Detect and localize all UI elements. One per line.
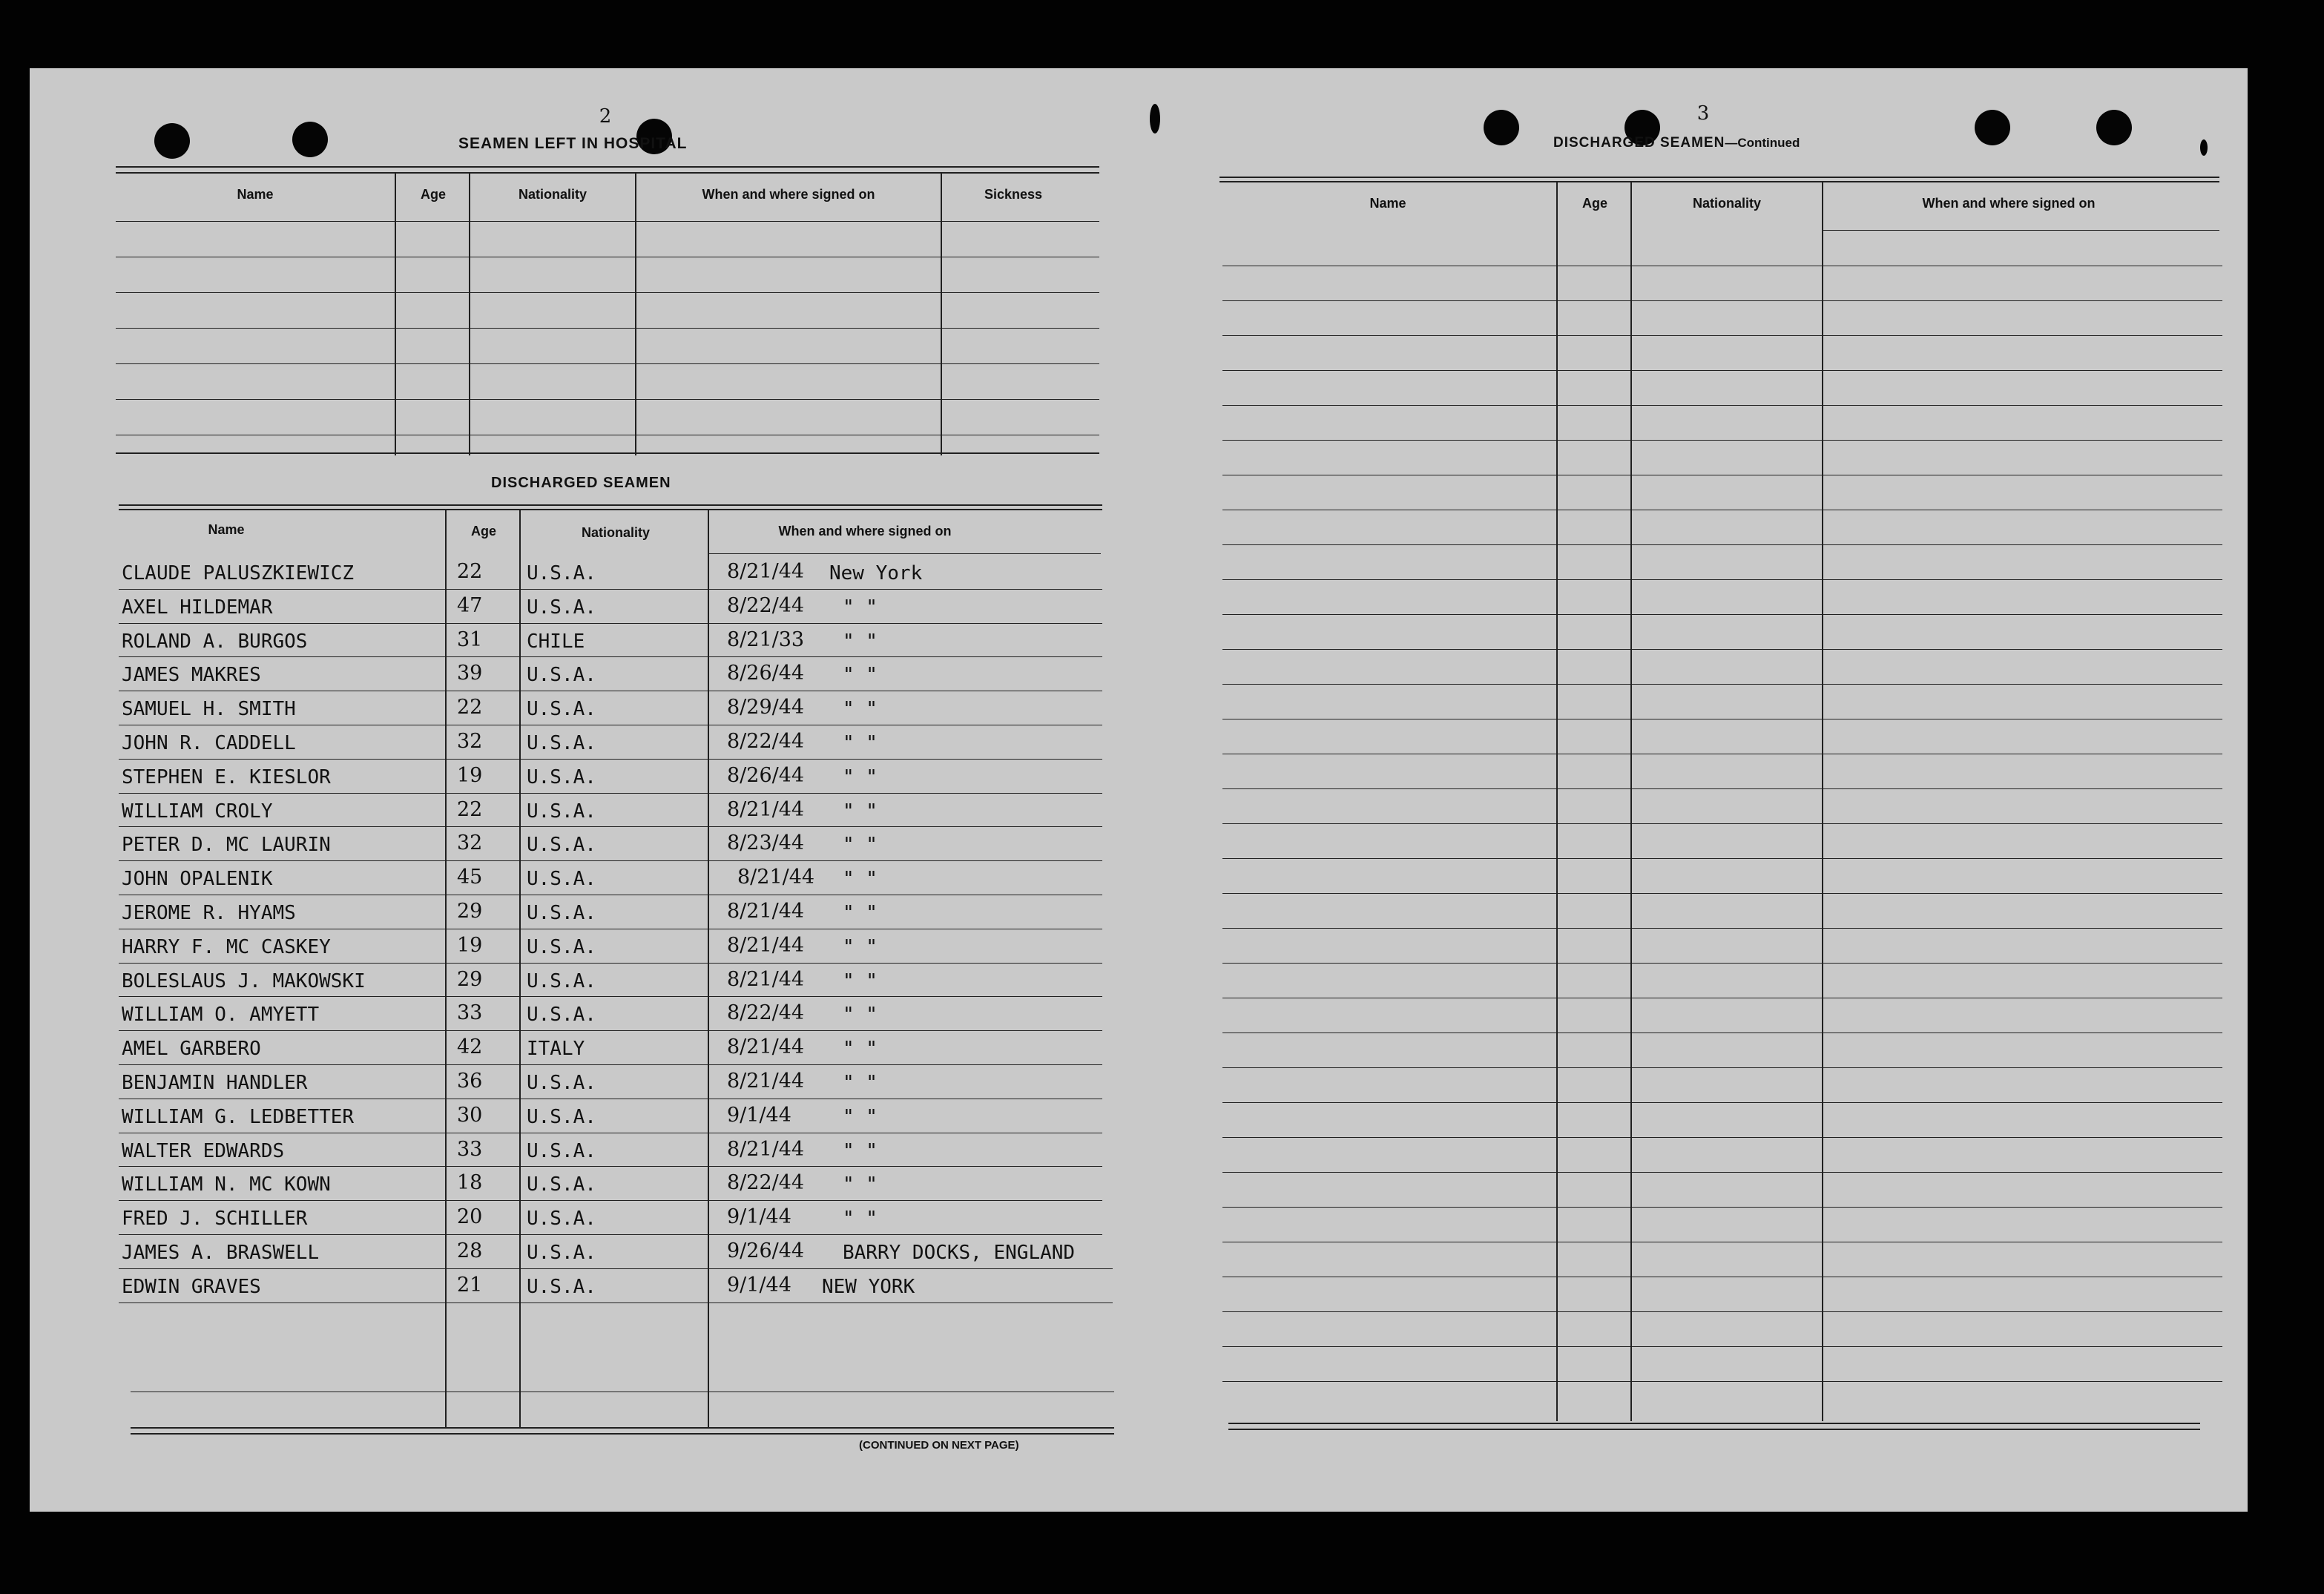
seaman-age: 36 — [457, 1070, 483, 1093]
table-rule — [1228, 1429, 2200, 1430]
table-row-rule — [1222, 1381, 2222, 1382]
seaman-age: 22 — [457, 696, 483, 719]
seaman-name: ROLAND A. BURGOS — [122, 630, 308, 653]
discharged-col-age: Age — [470, 524, 496, 539]
table-row-rule — [119, 623, 1102, 624]
signed-on-place: " " — [843, 664, 878, 686]
table-row-rule — [1222, 579, 2222, 580]
seaman-name: BENJAMIN HANDLER — [122, 1072, 308, 1094]
signed-on-place: " " — [843, 834, 878, 856]
seaman-nationality: U.S.A. — [527, 1276, 596, 1298]
seaman-age: 30 — [457, 1104, 483, 1127]
signed-on-date: 9/26/44 — [727, 1239, 805, 1262]
seaman-name: CLAUDE PALUSZKIEWICZ — [122, 562, 355, 584]
table-row-rule — [119, 793, 1102, 794]
signed-on-date: 8/21/44 — [727, 1138, 805, 1161]
table-divider — [941, 172, 942, 455]
seaman-name: HARRY F. MC CASKEY — [122, 936, 331, 958]
signed-on-place: " " — [843, 800, 878, 823]
signed-on-place: " " — [843, 1004, 878, 1026]
signed-on-place: " " — [843, 630, 878, 653]
table-row-rule — [1222, 1067, 2222, 1068]
seaman-age: 45 — [457, 866, 483, 889]
table-row-rule — [119, 1200, 1102, 1201]
seaman-nationality: U.S.A. — [527, 1242, 596, 1264]
hospital-section-title: SEAMEN LEFT IN HOSPITAL — [458, 135, 688, 152]
discharged-col-signed-on: When and where signed on — [778, 524, 952, 539]
table-rule — [116, 452, 1099, 454]
seaman-nationality: U.S.A. — [527, 800, 596, 823]
signed-on-date: 8/22/44 — [727, 594, 805, 617]
signed-on-place: " " — [843, 1173, 878, 1196]
table-row-rule — [1222, 1137, 2222, 1138]
table-rule — [116, 363, 1099, 364]
page-number-left: 2 — [599, 105, 612, 128]
continued-note: (CONTINUED ON NEXT PAGE) — [859, 1439, 1019, 1452]
discharged-col-nationality: Nationality — [581, 525, 650, 540]
seaman-nationality: U.S.A. — [527, 834, 596, 856]
signed-on-place: " " — [843, 902, 878, 924]
hospital-col-nationality: Nationality — [518, 187, 587, 202]
signed-on-date: 8/21/44 — [727, 968, 805, 991]
punch-hole — [154, 123, 190, 159]
punch-hole — [292, 122, 328, 157]
table-row-rule — [1222, 614, 2222, 615]
seaman-name: WILLIAM N. MC KOWN — [122, 1173, 331, 1196]
seaman-nationality: ITALY — [527, 1038, 585, 1060]
seaman-name: WALTER EDWARDS — [122, 1140, 285, 1162]
signed-on-place: " " — [843, 970, 878, 992]
seaman-age: 42 — [457, 1035, 483, 1058]
seaman-name: JEROME R. HYAMS — [122, 902, 296, 924]
hospital-col-sickness: Sickness — [984, 187, 1043, 202]
seaman-age: 20 — [457, 1205, 483, 1228]
seaman-nationality: U.S.A. — [527, 1004, 596, 1026]
table-row-rule — [1222, 928, 2222, 929]
signed-on-place: " " — [843, 936, 878, 958]
table-row-rule — [119, 963, 1102, 964]
table-divider — [708, 509, 709, 1429]
table-row-rule — [119, 1302, 1113, 1303]
signed-on-date: 8/22/44 — [727, 1171, 805, 1194]
seaman-name: EDWIN GRAVES — [122, 1276, 261, 1298]
table-rule — [1228, 1423, 2200, 1424]
signed-on-place: " " — [843, 732, 878, 754]
seaman-nationality: U.S.A. — [527, 1106, 596, 1128]
table-row-rule — [119, 1030, 1102, 1031]
table-row-rule — [119, 1064, 1102, 1065]
continued-col-age: Age — [1581, 196, 1607, 211]
seaman-nationality: CHILE — [527, 630, 585, 653]
table-row-rule — [119, 656, 1102, 657]
seaman-age: 21 — [457, 1274, 483, 1297]
table-rule — [1822, 230, 2219, 231]
signed-on-date: 8/21/44 — [727, 900, 805, 923]
signed-on-date: 8/21/33 — [727, 628, 805, 651]
table-row-rule — [119, 996, 1102, 997]
signed-on-date: 8/21/44 — [727, 1035, 805, 1058]
seaman-age: 32 — [457, 730, 483, 753]
seaman-nationality: U.S.A. — [527, 970, 596, 992]
seaman-age: 33 — [457, 1138, 483, 1161]
signed-on-place: " " — [843, 1072, 878, 1094]
seaman-nationality: U.S.A. — [527, 562, 596, 584]
signed-on-place: NEW YORK — [822, 1276, 915, 1298]
seaman-name: PETER D. MC LAURIN — [122, 834, 331, 856]
continued-col-nationality: Nationality — [1692, 196, 1761, 211]
signed-on-date: 8/29/44 — [727, 696, 805, 719]
signed-on-date: 8/22/44 — [727, 1001, 805, 1024]
table-divider — [1630, 181, 1632, 1421]
signed-on-date: 9/1/44 — [727, 1205, 791, 1228]
seaman-nationality: U.S.A. — [527, 664, 596, 686]
table-row-rule — [1222, 684, 2222, 685]
punch-hole — [2096, 110, 2132, 145]
continued-section-title — [1553, 135, 1800, 151]
seaman-nationality: U.S.A. — [527, 1140, 596, 1162]
seaman-name: WILLIAM O. AMYETT — [122, 1004, 320, 1026]
seaman-age: 32 — [457, 831, 483, 854]
signed-on-date: 9/1/44 — [727, 1104, 791, 1127]
table-row-rule — [1222, 405, 2222, 406]
signed-on-date: 8/21/44 — [737, 866, 815, 889]
seaman-age: 29 — [457, 900, 483, 923]
signed-on-date: 8/26/44 — [727, 662, 805, 685]
table-divider — [445, 509, 447, 1429]
signed-on-date: 8/21/44 — [727, 934, 805, 957]
table-row-rule — [1222, 1102, 2222, 1103]
signed-on-place: " " — [843, 1208, 878, 1230]
seaman-name: JAMES A. BRASWELL — [122, 1242, 320, 1264]
document-sheet — [30, 68, 2248, 1512]
hospital-col-signed-on: When and where signed on — [702, 187, 875, 202]
table-row-rule — [1222, 1207, 2222, 1208]
seaman-nationality: U.S.A. — [527, 868, 596, 890]
seaman-age: 22 — [457, 560, 483, 583]
table-row-rule — [1222, 1311, 2222, 1312]
table-divider — [469, 172, 470, 455]
seaman-nationality: U.S.A. — [527, 936, 596, 958]
seaman-name: WILLIAM G. LEDBETTER — [122, 1106, 355, 1128]
signed-on-date: 8/21/44 — [727, 1070, 805, 1093]
table-row-rule — [119, 1234, 1102, 1235]
table-rule — [116, 221, 1099, 222]
table-rule — [131, 1427, 1114, 1429]
table-divider — [1822, 181, 1823, 1421]
punch-hole — [1975, 110, 2010, 145]
table-row-rule — [1222, 823, 2222, 824]
table-row-rule — [119, 1166, 1102, 1167]
table-row-rule — [1222, 440, 2222, 441]
signed-on-place: " " — [843, 596, 878, 619]
seaman-age: 39 — [457, 662, 483, 685]
continued-title-text: DISCHARGED SEAMEN — [1553, 135, 1725, 151]
continued-col-signed-on: When and where signed on — [1922, 196, 2096, 211]
seaman-age: 47 — [457, 594, 483, 617]
signed-on-date: 8/23/44 — [727, 831, 805, 854]
table-row-rule — [1222, 858, 2222, 859]
seaman-name: SAMUEL H. SMITH — [122, 698, 296, 720]
seaman-age: 22 — [457, 798, 483, 821]
seaman-name: FRED J. SCHILLER — [122, 1208, 308, 1230]
signed-on-place: " " — [843, 1038, 878, 1060]
table-row-rule — [119, 860, 1102, 861]
seaman-name: JOHN OPALENIK — [122, 868, 273, 890]
signed-on-place: " " — [843, 766, 878, 788]
table-rule — [708, 553, 1101, 554]
signed-on-date: 8/21/44 — [727, 798, 805, 821]
signed-on-place: " " — [843, 1140, 878, 1162]
continued-title-suffix: —Continued — [1725, 136, 1800, 150]
seaman-age: 19 — [457, 934, 483, 957]
table-divider — [395, 172, 396, 455]
seaman-nationality: U.S.A. — [527, 1072, 596, 1094]
seaman-age: 28 — [457, 1239, 483, 1262]
table-row-rule — [1222, 544, 2222, 545]
table-row-rule — [1222, 370, 2222, 371]
table-divider — [519, 509, 521, 1429]
table-row-rule — [1222, 1172, 2222, 1173]
seaman-age: 18 — [457, 1171, 483, 1194]
discharged-section-title: DISCHARGED SEAMEN — [491, 475, 671, 491]
table-row-rule — [119, 759, 1102, 760]
signed-on-date: 9/1/44 — [727, 1274, 791, 1297]
seaman-nationality: U.S.A. — [527, 1208, 596, 1230]
table-row-rule — [1222, 788, 2222, 789]
table-row-rule — [119, 589, 1102, 590]
seaman-age: 29 — [457, 968, 483, 991]
seaman-name: WILLIAM CROLY — [122, 800, 273, 823]
seaman-nationality: U.S.A. — [527, 732, 596, 754]
seaman-nationality: U.S.A. — [527, 766, 596, 788]
table-rule — [116, 292, 1099, 293]
table-divider — [1556, 181, 1558, 1421]
seaman-age: 31 — [457, 628, 483, 651]
table-row-rule — [119, 826, 1102, 827]
seaman-name: AXEL HILDEMAR — [122, 596, 273, 619]
table-row-rule — [1222, 300, 2222, 301]
table-rule — [116, 399, 1099, 400]
table-rule — [116, 328, 1099, 329]
signed-on-place: " " — [843, 868, 878, 890]
punch-hole — [1484, 110, 1519, 145]
signed-on-place: New York — [829, 562, 923, 584]
binding-mark — [1150, 104, 1160, 134]
table-divider — [635, 172, 636, 455]
signed-on-place: " " — [843, 698, 878, 720]
seaman-name: JOHN R. CADDELL — [122, 732, 296, 754]
table-row-rule — [1222, 1346, 2222, 1347]
seaman-age: 33 — [457, 1001, 483, 1024]
continued-col-name: Name — [1369, 196, 1406, 211]
seaman-nationality: U.S.A. — [527, 596, 596, 619]
hospital-col-age: Age — [420, 187, 446, 202]
table-rule — [131, 1433, 1114, 1435]
table-row-rule — [1222, 335, 2222, 336]
signed-on-date: 8/22/44 — [727, 730, 805, 753]
signed-on-date: 8/26/44 — [727, 764, 805, 787]
binding-mark — [2200, 139, 2208, 156]
seaman-age: 19 — [457, 764, 483, 787]
seaman-name: AMEL GARBERO — [122, 1038, 261, 1060]
seaman-nationality: U.S.A. — [527, 698, 596, 720]
table-row-rule — [119, 1268, 1113, 1269]
seaman-name: JAMES MAKRES — [122, 664, 261, 686]
seaman-nationality: U.S.A. — [527, 902, 596, 924]
signed-on-date: 8/21/44 — [727, 560, 805, 583]
table-row-rule — [1222, 893, 2222, 894]
page-number-right: 3 — [1696, 102, 1710, 125]
discharged-col-name: Name — [208, 522, 245, 537]
signed-on-place: " " — [843, 1106, 878, 1128]
signed-on-place: BARRY DOCKS, ENGLAND — [843, 1242, 1076, 1264]
seaman-nationality: U.S.A. — [527, 1173, 596, 1196]
table-row-rule — [1222, 963, 2222, 964]
hospital-col-name: Name — [237, 187, 274, 202]
table-row-rule — [1222, 649, 2222, 650]
seaman-name: BOLESLAUS J. MAKOWSKI — [122, 970, 366, 992]
seaman-name: STEPHEN E. KIESLOR — [122, 766, 331, 788]
